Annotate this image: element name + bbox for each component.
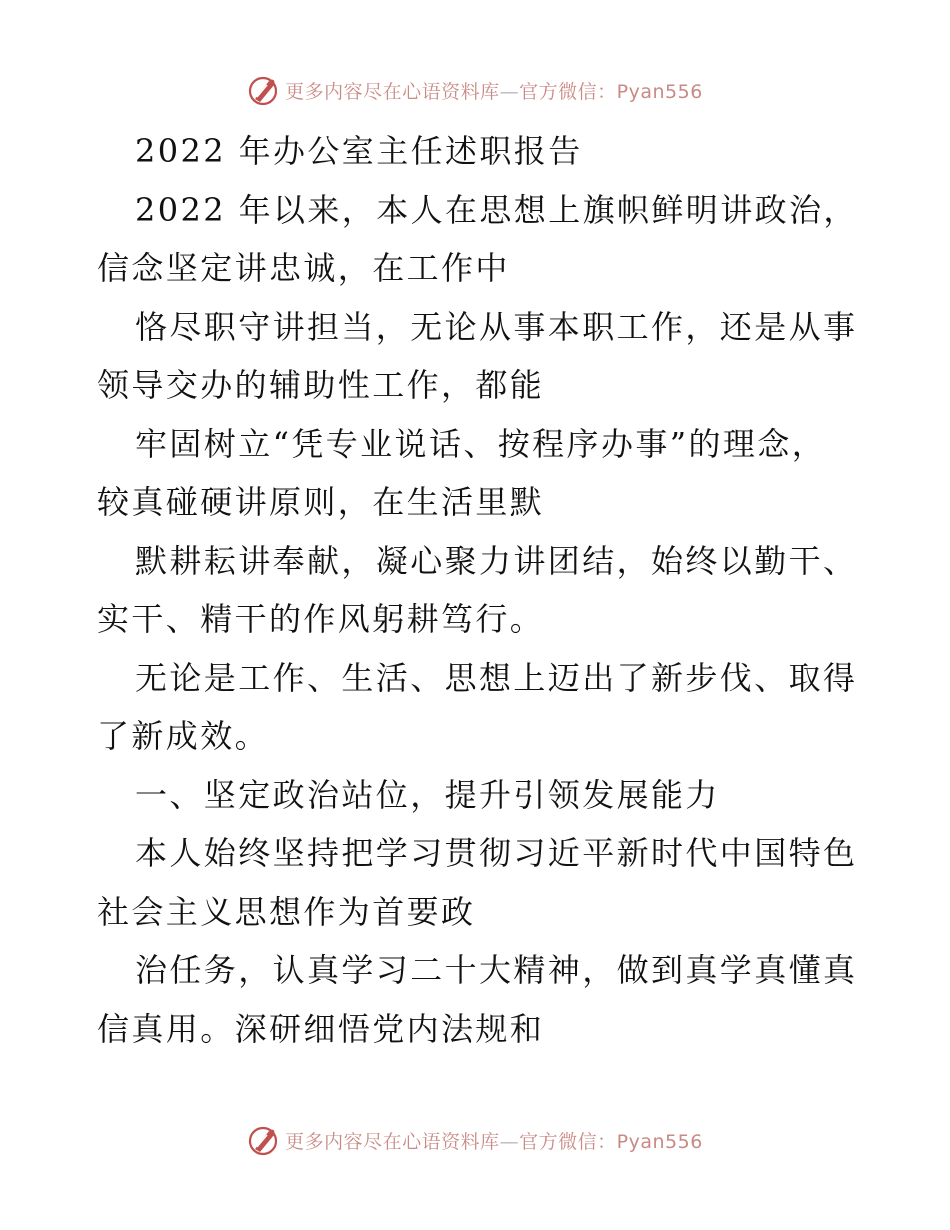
banner-contact: 官方微信：Pyan556: [519, 1130, 703, 1153]
paragraph-line: 领导交办的辅助性工作，都能: [97, 366, 545, 404]
paragraph-line: 信真用。深研细悟党内法规和: [97, 1009, 545, 1048]
banner-contact: 官方微信：Pyan556: [519, 80, 703, 103]
section-heading: 一、坚定政治站位，提升引领发展能力: [135, 775, 720, 814]
document-body: [97, 122, 867, 1058]
document-title: 2022 年办公室主任述职报告: [135, 132, 583, 170]
paragraph-line: 恪尽职守讲担当，无论从事本职工作，还是从事: [135, 307, 858, 346]
paragraph-line: 治任务，认真学习二十大精神，做到真学真懂真: [135, 951, 858, 989]
banner-separator: —: [499, 80, 520, 103]
banner-separator: —: [499, 1130, 520, 1153]
banner-title: 更多内容尽在心语资料库: [285, 80, 500, 103]
footer-banner: [0, 1120, 950, 1160]
paragraph-line: 了新成效。: [97, 717, 270, 755]
paragraph-line: 较真碰硬讲原则，在生活里默: [97, 483, 545, 521]
paragraph-line: 社会主义思想作为首要政: [97, 892, 476, 931]
pen-circle-logo-icon: [247, 1123, 281, 1157]
paragraph-line: 2022 年以来，本人在思想上旗帜鲜明讲政治，: [135, 190, 858, 229]
paragraph-line: 实干、精干的作风躬耕笃行。: [97, 600, 545, 638]
paragraph-line: 信念坚定讲忠诚，在工作中: [97, 249, 510, 287]
paragraph-line: 默耕耘讲奉献，凝心聚力讲团结，始终以勤干、: [135, 541, 858, 580]
paragraph-line: 本人始终坚持把学习贯彻习近平新时代中国特色: [135, 834, 858, 872]
paragraph-line: 牢固树立“凭专业说话、按程序办事”的理念，: [135, 424, 827, 463]
paragraph-line: 无论是工作、生活、思想上迈出了新步伐、取得: [135, 658, 858, 697]
header-banner: [0, 70, 950, 110]
banner-title: 更多内容尽在心语资料库: [285, 1130, 500, 1153]
pen-circle-logo-icon: [247, 73, 281, 107]
